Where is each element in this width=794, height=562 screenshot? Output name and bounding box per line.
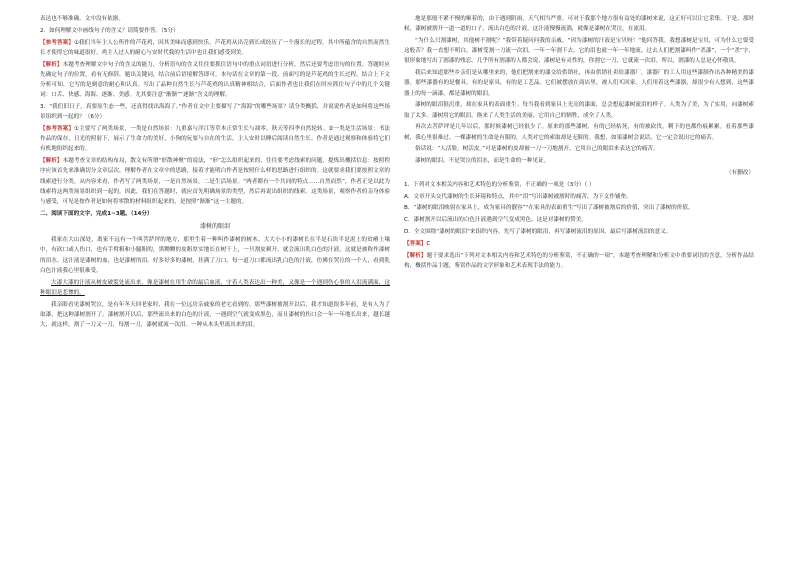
question-1: 1．下列对文本相关内容和艺术特色的分析鉴赏，不正确的一项是（3分）（ ） xyxy=(404,181,595,188)
essay-paragraph: 我后来知道那些乡亲们是从哪里来的，他们把割来的漆交给供销社，再由供销社卖给漆器厂，漆器厂的工人用这些漆制作出各种精美的漆器。那些漆器有的是餐具，有的是家具，有的是工艺品。它们被摆放在商店里，被人们买回家。人们用着这些漆器，却很少有人想到，这些漆器上的每一滴漆，都是漆树的眼泪。 xyxy=(404,70,754,97)
essay-paragraph: 俗话说：“人活脸，树活皮。”可是漆树的皮却被一刀一刀地割开，它用自己的眼泪来表达它的痛苦。 xyxy=(415,146,659,153)
essay-paragraph: “为什么只割漆树，其他树不割呢？”我带着疑问问我的亲戚。“因为漆树的汁液是宝贝呀！”他回答我。我想漆树是宝贝，可为什么它要受这般苦？我一直想不明白，漆树受割一刀流一次泪，一年一年割下去，它的泪也就一年一年地流。过去人们把割漆叫作“杀漆”，一个“杀”字，很形象地写出了割漆的残忍。几乎所有割漆的人都会说，漆树是有灵性的，你割它一刀，它就流一次泪。所以，割漆的人总是心怀敬畏。 xyxy=(404,38,754,65)
analysis: 【解析】题干要求选出“下列对文本相关内容和艺术特色的分析鉴赏，不正确的一项”，本题考查理解和分析文中重要词语的含意，分析作品结构，概括作品主题，鉴赏作品的文学形象和艺术表现手法的能力。 xyxy=(404,252,754,269)
option-c: C．漆树割开以后流出的白色汁液遇到空气变成黑色，这是对漆树的赞美。 xyxy=(404,217,587,224)
paragraph: 表达也不够准确，文中没有依据。 xyxy=(40,16,124,22)
q2-analysis: 【解析】本题考查理解文中句子的含义的能力，分析语句的含义往往要抓住语句中的重点词语进行分析，然后还要考虑语句的位置。答题时应先确定句子的位置，看有无修辞，题出关键词，结合前后语境解答即可。本句话在文章的第一段，前面写的是芦花鸡的生长过程，结合上下文分析可知，它写的是刻意的耐心和认真。写出了品种自然生长与芦花鸡的认真精神相结合，后面作者也让我们在时应抓住句子中的几个关键词：口舌、快感、海海、逐渐、美感。尤其要注意“渐渐”“逐渐”含义的理解。 xyxy=(40,61,390,99)
option-d: D．全文围绕“漆树的眼泪”来组织内容，先写了漆树的眼泪，再写漆树流泪的原因，最后写漆树流泪的意义。 xyxy=(404,228,672,235)
essay-paragraph-underlined: 大漆大漆的汁液从树皮破裂处流出来。像是漆树在用生命的最后血液，守着人类表达出一种美，又像是一个遇到伤心事的人泪流满面，这种眼泪是悲惨的。 xyxy=(40,279,390,296)
q3-reference-answer: 【参考答案】①主要写了两类场景，一类是自然场景：九重嘉与洋江等草木正常生长与凋零，秋天等四季自然轮转。②一类是生活场景：书法作品的保存，日光的照射下，展示了生命力的美好，小狗的玩耍与自在的生活，主人安时以睡后阅读自然生长。作者是通过观察和体验将它们有机地组织起来的。 xyxy=(40,126,390,153)
option-b: B．“漆树的眼泪映射在家具上，成为家具的靓容”“在家具的表面重生”写出了漆树被割后的价值，突出了漆树的价值。 xyxy=(404,205,694,212)
essay-paragraph: 漆树的眼泪，不是哭泣的泪水，而是生命的一种见证。 xyxy=(415,158,550,165)
essay-title: 漆树的眼泪 xyxy=(199,223,230,231)
essay-paragraph: 我亲眼看见漆树哭泣，是有年冬天回老家时，我在一位远房亲戚家的老宅看到的。那些漆树被割开以后，我才知道很多年前，是有人为了取漆，把这种漆树割开了。漆树割开以后，那些流出来的白色的汁液，一遇到空气就变成黑色，而且漆树的伤口会一年一年地长出来，越长越大，就这样，割了一刀又一刀，每割一刀，漆树就流一次泪。一种从木头里流出来的泪。 xyxy=(40,301,390,329)
essay-paragraph: 再次去菩萨坪是几年以后，那时候漆树已经很少了。原来的那些漆树，有的已经枯死，有的被砍伐，剩下的也都伤痕累累。看着那些漆树，我心里很难过。一棵漆树的生命是有限的，人类对它的索取却是无限的。我想，如果漆树会说话，它一定会说出它的痛苦。 xyxy=(404,124,754,141)
question-2: 2．如何理解文中画线句子的含义？请简要作答。（5分） xyxy=(40,27,179,34)
essay-paragraph: 漆树的眼泪很沉重，却在家具的表面重生。每当我看到家具上光亮的漆面，总会想起漆树流泪的样子。人类为了美，为了实用，向漆树索取了太多。漆树用它的眼泪，换来了人类生活的美丽，它用自己的牺牲，成全了人类。 xyxy=(404,102,754,119)
answer: 【答案】C xyxy=(404,240,431,247)
q2-reference-answer: 【参考答案】①我们当年主人公所作的芦花鸡，因其美味而感到快乐。芦花鸡从出壳到长成经历了一个漫长的过程，其中所蕴含的自然而然生长才使得它的味道很好。鸡主人过人的耐心与安时代我的生活中也让我们感受到美。 xyxy=(40,39,390,56)
q3-analysis: 【解析】本题考查文章的结构布局，散文有所谓“形散神聚”的说法，“形”怎么组织起来的，往往要考虑线索的问题。提炼出概括信息：按照程序应该首先来准确切分文章层次，理解作者在文章中的思路，接着才能明白作者是按照什么样的思路进行组织的。这就要求我们要按照文章的线索进行分类。从内容来看，作者写了两类场景，一是自然场景，二是生活场景。“两者都有一个共同的特点……自然而然”，作者正是以此为线索将这两类场景组织到一起的。因此，我们在答题时，就应首先明确场景的类型，然后再说出组织的线索。这类场景，观察作者的亲身体验与感受，可见是按作者是如何将零散的材料组织起来的，是按照“渐渐”这一主题的。 xyxy=(40,158,390,206)
source-note: （有删改） xyxy=(726,170,754,176)
essay-paragraph: 我家在大山深处，离家不远有一个叫菩萨坪的地方，那里生着一种叫作漆树的树木。大大小小的漆树长在半是石块半是泥土的贫瘠土壤中，有砍口或人伤口，也有手臂粗和小腿粗的，黑黝黝的皮粗厚实地长在树干上，一旦割皮刺开，就会流出乳白色的汁液，这就是被称作漆树的泪水。这汁液是漆树的血，也是漆树的泪。好多好多的漆树，挂满了刀口，每一道刀口都流出乳白色的汁液，仿佛在哭泣的一个人，看到乳白色汁液我心里很难受。 xyxy=(40,237,390,274)
question-3: 3．“我们旧日子，真要原生态一些，还真得找出海海了。”作者在文中主要描写了“海海”的哪些场景？请分类概括，并说说作者是如何将这些场景组织到一起的？（6分） xyxy=(40,104,390,121)
option-a: A．文章开头交代漆树的生长环境和特点，其中“泪”写出漆树被割时的痛苦，为下文作铺垫。 xyxy=(404,193,632,200)
essay-paragraph: 地是那般不紧不慢的顺着的，由于遇到阴雨，天气相当严重。可对于我那个地方很有益处的漆树来说，这正好可以让它采集。于是，那时候，漆树被割开一道一道的口子，流出白色的汁液，这汁液慢慢流淌，就像是漆树在哭泣，在流泪。 xyxy=(404,16,754,33)
section-heading: 二、阅读下面的文字，完成1~3题。（14分） xyxy=(40,210,153,217)
right-column xyxy=(404,14,754,273)
left-column xyxy=(40,14,390,332)
